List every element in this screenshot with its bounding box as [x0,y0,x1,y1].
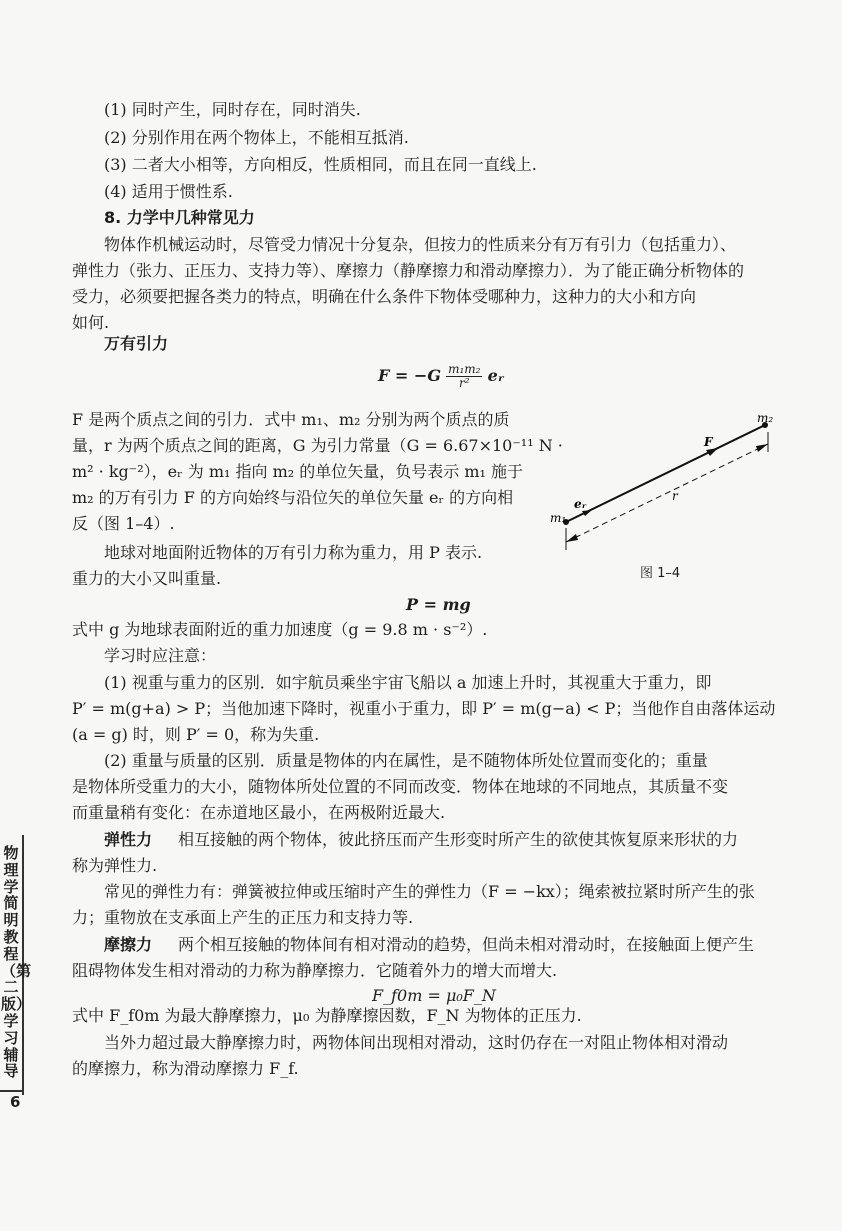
equation-denominator: r² [459,376,470,391]
paragraph-line: 如何. [72,313,110,332]
paragraph-line: 当外力超过最大静摩擦力时，两物体间出现相对滑动，这时仍存在一对阻止物体相对滑动 [104,1033,729,1052]
heading-gravitation: 万有引力 [104,334,169,353]
page-number: 6 [10,1093,21,1111]
paragraph-line: 弹性力（张力、正压力、支持力等）、摩擦力（静摩擦力和滑动摩擦力）．为了能正确分析物体的 [72,261,745,280]
list-item: (1) 同时产生，同时存在，同时消失. [104,100,361,119]
book-title-vertical: 物理学简明教程（第二版）学习辅导 [1,844,32,1081]
paragraph-line: m₂ 的万有引力 F 的方向始终与沿位矢的单位矢量 eᵣ 的方向相 [72,488,514,507]
paragraph-line: 物体作机械运动时，尽管受力情况十分复杂，但按力的性质来分有万有引力（包括重力）、 [104,235,737,254]
friction-equation: F_f0m = μ₀F_N [372,986,496,1005]
paragraph-line: 称为弹性力. [72,856,158,875]
paragraph-line: (a = g) 时，则 P′ = 0，称为失重. [72,725,320,744]
paragraph-line: 学习时应注意： [104,646,217,665]
section-title: 8. 力学中几种常见力 [104,208,255,227]
heading-elastic: 弹性力 [104,830,153,849]
equation-lhs: F = −G [378,366,441,386]
paragraph-line: (1) 视重与重力的区别．如宇航员乘坐宇宙飞船以 a 加速上升时，其视重大于重力，即 [104,673,712,692]
label-distance: r [672,489,678,503]
label-force: F [704,435,713,449]
paragraph-line: m² · kg⁻²），eᵣ 为 m₁ 指向 m₂ 的单位矢量，负号表示 m₁ 施于 [72,462,524,481]
paragraph-line: 式中 g 为地球表面附近的重力加速度（g = 9.8 m · s⁻²）. [72,620,488,639]
paragraph-line: 地球对地面附近物体的万有引力称为重力，用 P 表示. [104,543,483,562]
paragraph-line: 阻碍物体发生相对滑动的力称为静摩擦力．它随着外力的增大而增大. [72,961,558,980]
paragraph-line: 量，r 为两个质点之间的距离，G 为引力常量（G = 6.67×10⁻¹¹ N · [72,436,563,455]
dimension-arrowhead [566,534,578,542]
label-unit-vector: eᵣ [574,497,587,511]
label-m2: m₂ [757,411,774,425]
paragraph-line: (2) 重量与质量的区别．质量是物体的内在属性，是不随物体所处位置而变化的；重量 [104,751,708,770]
page-number-rule [0,1090,22,1092]
list-item: (4) 适用于惯性系. [104,182,233,201]
equation-rhs: eᵣ [487,366,505,386]
paragraph-line: P′ = m(g+a) > P；当他加速下降时，视重小于重力，即 P′ = m(g−a) < P；当他作自由落体运动 [72,699,776,718]
paragraph-line: 的摩擦力，称为滑动摩擦力 F_f. [72,1059,299,1078]
heading-friction: 摩擦力 [104,935,153,954]
paragraph-line: 式中 F_f0m 为最大静摩擦力，μ₀ 为静摩擦因数，F_N 为物体的正压力. [72,1006,582,1025]
list-item: (3) 二者大小相等，方向相反，性质相同，而且在同一直线上. [104,155,537,174]
paragraph-line: 力；重物放在支承面上产生的正压力和支持力等. [72,908,414,927]
paragraph-line: 常见的弹性力有：弹簧被拉伸或压缩时产生的弹性力（F = −kx）；绳索被拉紧时所产生的张 [104,882,755,901]
distance-dimension-line [566,444,768,542]
gravitation-equation [378,363,504,390]
paragraph-line: 相互接触的两个物体，彼此挤压而产生形变时所产生的欲使其恢复原来形状的力 [178,830,739,849]
weight-equation: P = mg [406,595,471,614]
paragraph-line: 重力的大小又叫重量. [72,569,222,588]
equation-numerator: m₁m₂ [448,362,481,376]
list-item: (2) 分别作用在两个物体上，不能相互抵消. [104,128,409,147]
figure-caption: 图 1–4 [640,566,681,581]
paragraph-line: F 是两个质点之间的引力．式中 m₁、m₂ 分别为两个质点的质 [72,410,510,429]
force-arrowhead [706,448,718,456]
figure-diagram [548,410,788,560]
position-vector-line [566,425,765,522]
dimension-arrowhead [756,444,768,452]
paragraph-line: 是物体所受重力的大小，随物体所处位置的不同而改变．物体在地球的不同地点，其质量不变 [72,777,729,796]
paragraph-line: 受力，必须要把握各类力的特点，明确在什么条件下物体受哪种力，这种力的大小和方向 [72,287,697,306]
paragraph-line: 两个相互接触的物体间有相对滑动的趋势，但尚未相对滑动时，在接触面上便产生 [178,935,755,954]
label-m1: m₁ [550,511,567,525]
paragraph-line: 反（图 1–4）. [72,514,175,533]
paragraph-line: 而重量稍有变化：在赤道地区最小，在两极附近最大. [72,803,446,822]
